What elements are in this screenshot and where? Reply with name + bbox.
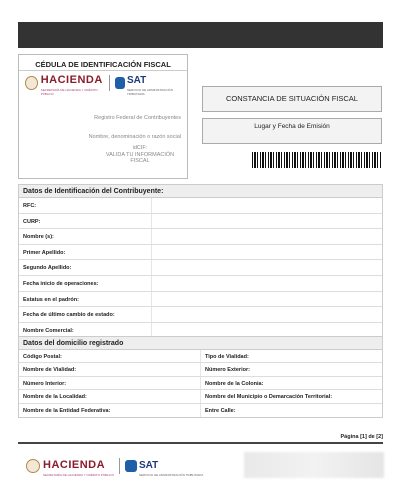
table-row (19, 404, 382, 417)
sat-logo-text: SAT (126, 75, 147, 86)
lugar-fecha-box: Lugar y Fecha de Emisión (202, 118, 382, 144)
sat-logo-text: SAT (138, 460, 159, 471)
seal-icon (25, 76, 38, 90)
logo-separator (109, 75, 110, 91)
field-row (19, 198, 382, 214)
sat-logo-subtext: SERVICIO DE ADMINISTRACIÓN TRIBUTARIA (126, 88, 173, 96)
hacienda-logo (26, 455, 114, 477)
field-label: Nombre de la Colonia: (200, 377, 382, 389)
table-row (19, 363, 382, 376)
identificacion-title: Datos de Identificación del Contribuyente: (19, 185, 382, 198)
logo-separator (119, 458, 120, 474)
field-label: RFC: (23, 203, 37, 209)
table-row (19, 350, 382, 363)
field-label: Código Postal: (23, 354, 62, 360)
field-label: Tipo de Vialidad: (200, 350, 382, 362)
valida-label: VALIDA TU INFORMACIÓN FISCAL (105, 151, 175, 165)
hacienda-logo-subtext: SECRETARÍA DE HACIENDA Y CRÉDITO PÚBLICO (40, 88, 98, 96)
sat-logo (115, 70, 181, 96)
field-row (19, 229, 382, 245)
field-row (19, 307, 382, 323)
idcif-label: idCIF: (132, 145, 148, 152)
barcode (252, 152, 382, 168)
field-row (19, 276, 382, 292)
nombre-label: Nombre, denominación o razón social (88, 133, 181, 140)
field-label: Fecha de último cambio de estado: (23, 312, 115, 319)
field-label: Número Interior: (23, 380, 67, 387)
registro-label: Registro Federal de Contribuyentes (94, 115, 181, 121)
sat-icon (125, 460, 137, 472)
field-label: Segundo Apellido: (23, 265, 72, 272)
document-title: CONSTANCIA DE SITUACIÓN FISCAL (202, 86, 382, 112)
page-number: Página [1] de [2] (340, 434, 383, 440)
domicilio-title: Datos del domicilio registrado (19, 337, 382, 350)
sat-icon (115, 77, 125, 89)
field-row (19, 292, 382, 308)
table-row (19, 377, 382, 390)
field-label: Fecha inicio de operaciones: (23, 280, 99, 287)
field-label: Primer Apellido: (23, 249, 66, 256)
field-row (19, 260, 382, 276)
field-label: Nombre de la Localidad: (23, 394, 87, 401)
hacienda-logo-subtext: SECRETARÍA DE HACIENDA Y CRÉDITO PÚBLICO (43, 473, 114, 477)
cedula-card (18, 54, 188, 179)
field-label: Número Exterior: (200, 363, 382, 375)
field-label: Entre Calle: (200, 404, 382, 417)
field-label: Nombre (s): (23, 234, 54, 241)
logos (19, 71, 187, 95)
field-label: CURP: (23, 218, 41, 225)
hacienda-logo-text: HACIENDA (40, 74, 103, 86)
field-label: Estatus en el padrón: (23, 296, 79, 303)
footer-logos (26, 455, 203, 477)
field-row (19, 214, 382, 230)
blurred-footer-area (244, 452, 384, 478)
sat-logo-subtext: SERVICIO DE ADMINISTRACIÓN TRIBUTARIA (138, 473, 204, 477)
field-row (19, 245, 382, 261)
seal-icon (26, 459, 40, 473)
field-label: Nombre de la Entidad Federativa: (23, 407, 111, 414)
field-label: Nombre de Vialidad: (23, 367, 77, 374)
field-label: Nombre Comercial: (23, 327, 74, 334)
domicilio-section (18, 336, 383, 418)
header-bar (18, 22, 383, 48)
footer-divider (18, 442, 383, 444)
hacienda-logo (25, 70, 104, 96)
cedula-title: CÉDULA DE IDENTIFICACIÓN FISCAL (19, 55, 187, 71)
hacienda-logo-text: HACIENDA (43, 459, 106, 471)
field-label: Nombre del Municipio o Demarcación Territorial: (200, 390, 382, 402)
table-row (19, 390, 382, 403)
identificacion-section (18, 184, 383, 339)
sat-logo (125, 455, 203, 477)
